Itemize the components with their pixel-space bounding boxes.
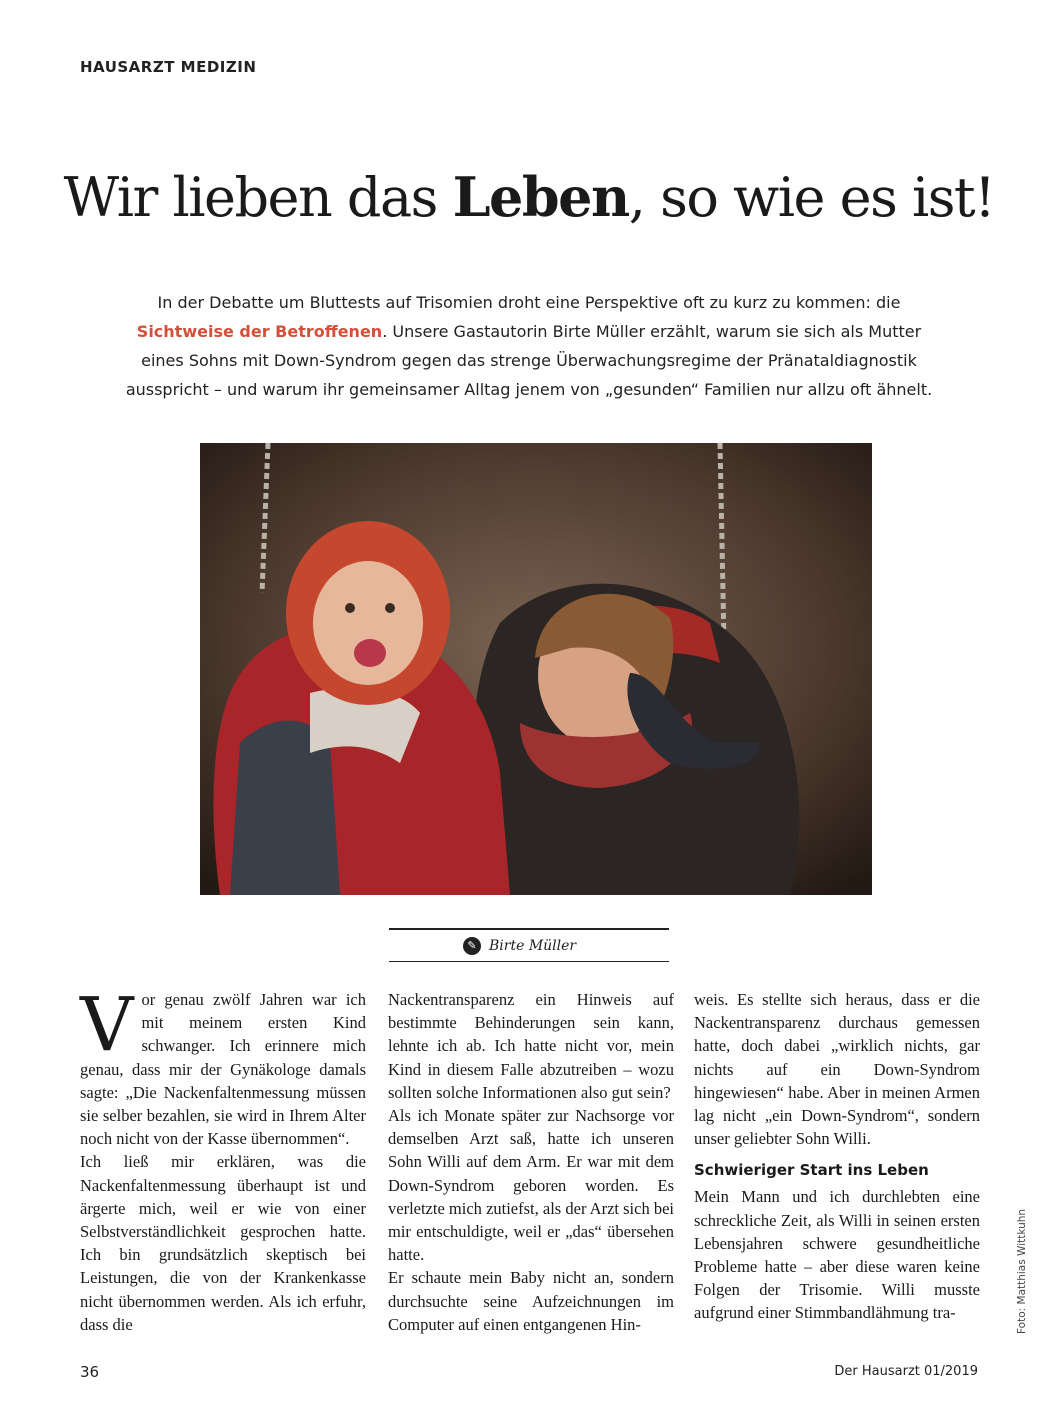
lead-highlight: Sichtweise der Betroffenen [136,322,383,341]
paragraph [80,982,366,1150]
subheading: Schwieriger Start ins Leben [694,1161,929,1180]
body-column-1 [80,982,366,1336]
photo-credit: Foto: Matthias Wittkuhn [1016,1208,1028,1334]
child-eye-right [385,603,395,613]
paragraph: Nackentransparenz ein Hinweis auf bestimmte Behinderungen sein kann, lehnte ich ab. Ich hatte nicht vor, mein Kind in diesem Falle abzutreiben – wozu sollten solche Informationen also gut sein? [388,990,674,1102]
body-column-2 [388,988,674,1336]
paragraph-text: or genau zwölf Jahren war ich mit meinem ersten Kind schwanger. Ich erinnere mich genau, dass mir der Gynäkologe damals sagte: „Die Nackenfaltenmessung müssen sie selber bezahlen, sie wird in Ihrem Alter noch nicht von der Kasse übernommen“. [80,990,366,1149]
dropcap: V [80,982,134,1068]
magazine-issue: Der Hausarzt 01/2019 [834,1364,978,1379]
headline-part2: , so wie es ist! [628,166,995,229]
author-name: Birte Müller [489,937,577,954]
lead-paragraph [120,288,938,404]
article-photo [200,443,872,895]
lead-before: In der Debatte um Bluttests auf Trisomien droht eine Perspektive oft zu kurz zu kommen: die [157,293,901,312]
lead-after: . Unsere Gastautorin Birte Müller erzählt, warum sie sich als Mutter eines Sohns mit Down-Syndrom gegen das strenge Überwachungsregime der Pränataldiagnostik ausspricht – und warum ihr gemeinsamer Alltag jenem von „gesunden“ Familien nur allzu oft ähnelt. [125,322,933,399]
headline-part1: Wir lieben das [63,166,453,229]
paragraph: Als ich Monate später zur Nachsorge vor demselben Arzt saß, hatte ich unseren Sohn Willi auf dem Arm. Er war mit dem Down-Syndrom geboren worden. Es verletzte mich zutiefst, als der Arzt sich bei mir entschuldigte, weil er „das“ übersehen hatte. [388,1106,674,1265]
paragraph: Er schaute mein Baby nicht an, sondern durchsuchte seine Aufzeichnungen im Computer auf einen entgangenen Hin- [388,1268,674,1334]
page-number: 36 [80,1363,100,1381]
paragraph: Mein Mann und ich durchlebten eine schreckliche Zeit, als Willi in seinen ersten Lebensjahren schwere gesundheitliche Probleme hatte – aber diese waren keine Folgen der Trisomie. Willi musste aufgrund einer Stimmbandlähmung tra- [694,1187,980,1323]
section-label: HAUSARZT MEDIZIN [80,58,257,76]
byline [389,928,669,962]
paragraph: weis. Es stellte sich heraus, dass er die Nackentransparenz durchaus gemessen hatte, doch dabei „wirklich nichts, gar nichts auf ein Down-Syndrom hingewiesen“ habe. Aber in meinen Armen lag nicht „ein Down-Syndrom“, sondern unser geliebter Sohn Willi. [694,990,980,1149]
child-eye-left [345,603,355,613]
headline [0,165,1058,229]
paragraph: Ich ließ mir erklären, was die Nackenfaltenmessung überhaupt ist und ärgerte mich, weil er wie von einer Selbstverständlichkeit gesprochen hatte. Ich bin grundsätzlich skeptisch bei Leistungen, die von der Krankenkasse nicht übernommen werden. Als ich erfuhr, dass die [80,1152,366,1334]
headline-bold: Leben [452,165,629,229]
pen-icon: ✎ [463,937,481,955]
child-tongue [354,639,386,667]
body-column-3 [694,988,980,1325]
photo-illustration [200,443,872,895]
